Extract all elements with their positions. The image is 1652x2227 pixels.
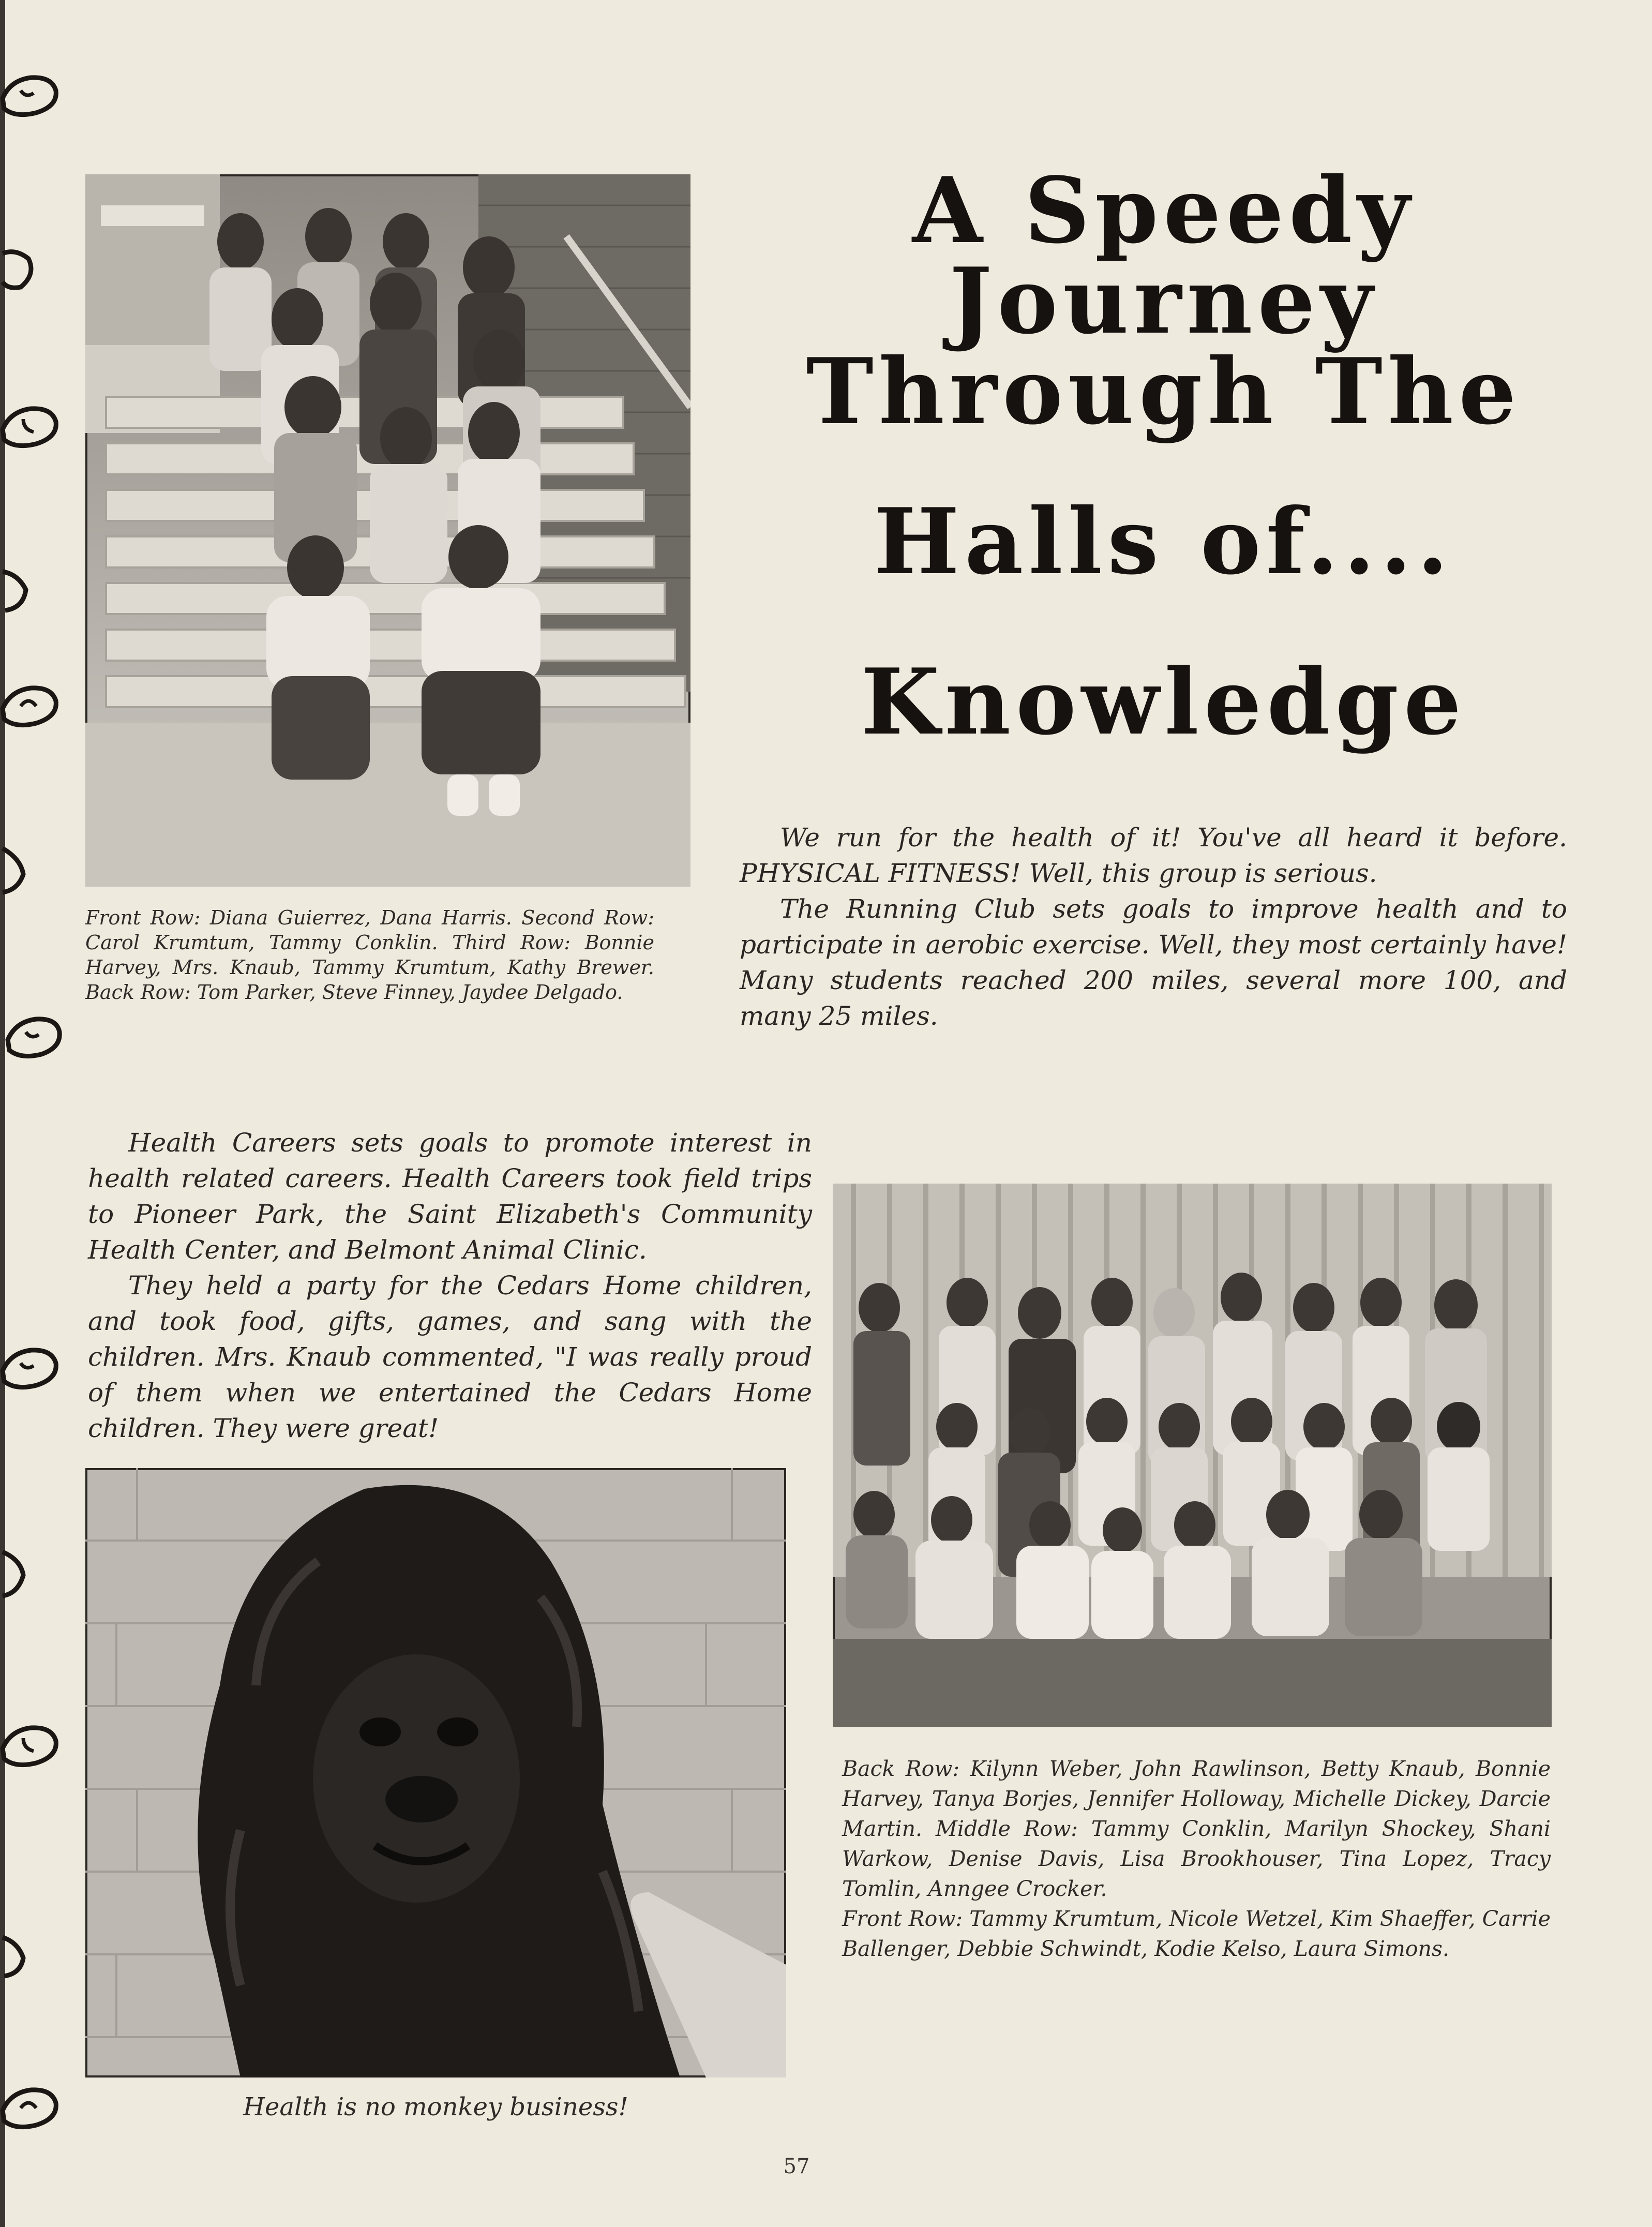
health-careers-group-photo: [833, 1184, 1552, 1727]
running-shoe-doodle-icon: [0, 1340, 62, 1397]
page-title-line-3: Halls of....: [874, 489, 1454, 595]
page-title-line-2: Through The: [806, 339, 1522, 445]
running-shoe-doodle-icon: [0, 1009, 62, 1066]
running-club-text: [740, 820, 1567, 1034]
group-photo-caption: [842, 1754, 1551, 1964]
health-careers-text: [88, 1125, 812, 1446]
running-shoe-doodle-icon: [0, 559, 62, 616]
running-shoe-doodle-icon: [0, 67, 62, 124]
running-club-paragraph-2: The Running Club sets goals to improve health and to participate in aerobic exercise. Well, they most certainly have! Many students reached 200 miles, several more 100, and many 25 miles.: [740, 894, 1567, 1031]
group-photo-caption-back-middle: Back Row: Kilynn Weber, John Rawlinson, Betty Knaub, Bonnie Harvey, Tanya Borjes, Jennifer Holloway, Michelle Dickey, Darcie Martin. Middle Row: Tammy Conklin, Marilyn Shockey, Shani Warkow, Denise Davis, Lisa Brookhouser, Tina Lopez, Tracy Tomlin, Anngee Crocker.: [842, 1756, 1551, 1901]
page-number: 57: [783, 2155, 810, 2178]
running-shoe-doodle-icon: [0, 1542, 62, 1598]
page-title-line-1: A Speedy Journey: [912, 158, 1416, 354]
running-shoe-doodle-icon: [0, 838, 62, 895]
group-photo-caption-front: Front Row: Tammy Krumtum, Nicole Wetzel, Kim Shaeffer, Carrie Ballenger, Debbie Schwindt, Kodie Kelso, Laura Simons.: [842, 1906, 1551, 1961]
running-club-paragraph-1: We run for the health of it! You've all heard it before. PHYSICAL FITNESS! Well, this group is serious.: [740, 823, 1567, 888]
running-shoe-doodle-icon: [0, 678, 62, 735]
gorilla-photo-caption: Health is no monkey business!: [243, 2093, 628, 2121]
running-shoe-doodle-icon: [0, 398, 62, 455]
health-careers-paragraph-1: Health Careers sets goals to promote interest in health related careers. Health Careers took field trips to Pioneer Park, the Saint Elizabeth's Community Health Center, and Belmont Animal Clinic.: [88, 1128, 812, 1265]
running-shoe-doodle-icon: [0, 2080, 62, 2136]
running-shoe-doodle-icon: [0, 1924, 62, 1981]
running-club-photo: [85, 174, 690, 887]
health-careers-paragraph-2: They held a party for the Cedars Home children, and took food, gifts, games, and sang with the children. Mrs. Knaub commented, "I was really proud of them when we entertained the Cedars Home children. They were great!: [88, 1271, 812, 1443]
running-shoe-doodle-icon: [0, 238, 62, 295]
running-shoe-doodle-icon: [0, 1717, 62, 1774]
gorilla-costume-photo: [85, 1468, 786, 2077]
running-club-caption: Front Row: Diana Guierrez, Dana Harris. Second Row: Carol Krumtum, Tammy Conklin. Third Row: Bonnie Harvey, Mrs. Knaub, Tammy Krumtum, Kathy Brewer. Back Row: Tom Parker, Steve Finney, Jaydee Delgado.: [85, 906, 654, 1004]
page-title-line-4: Knowledge: [861, 649, 1467, 755]
binding-edge: [0, 0, 5, 2227]
